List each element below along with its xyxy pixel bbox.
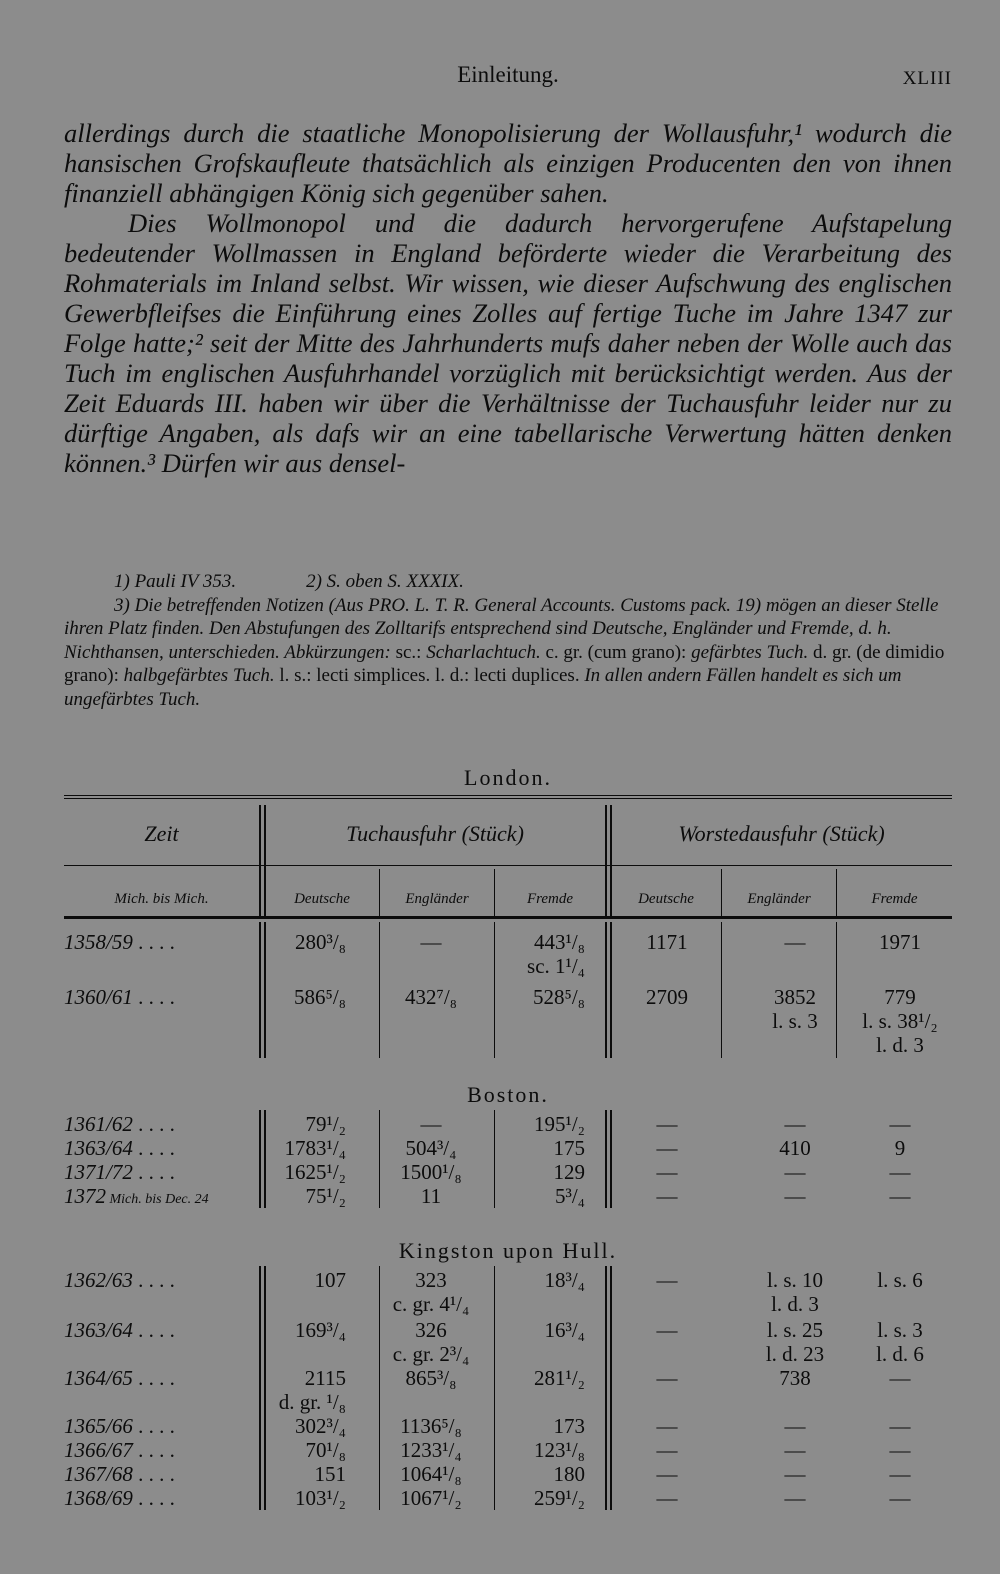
cell-e1-b: c. gr. 4¹/₄ [392,1292,470,1316]
cell-d1: 75¹/₂ [305,1184,346,1208]
cell-f1: 281¹/₂ [534,1366,585,1390]
table-row [64,1136,952,1160]
cell-f2: 779 [884,985,916,1009]
cell-e2: l. s. 10 [766,1268,823,1292]
cell-f2: — [889,1486,911,1510]
paragraph-1: allerdings durch die staatliche Monopolisierung der Wollausfuhr,¹ wodurch die hansischen Grofskaufleute thatsächlich als einzigen Producenten den von ihnen finanziell abhängigen König sich gegenüber sahen. [64,118,952,208]
leader-dots: . . . . [132,1414,175,1438]
header-col-divider [259,805,261,919]
abbr-cgr-meaning: gefärbtes Tuch. [691,641,809,663]
cell-zeit-value: 1368/69 [64,1486,133,1510]
cell-f2: l. s. 6 [877,1268,923,1292]
table-row [64,1160,952,1184]
cell-d2: 2709 [646,985,688,1009]
table-row [64,1438,952,1462]
page-title: Einleitung. [457,62,559,87]
cell-d1: 1783¹/₄ [284,1136,346,1160]
cell-f1: 175 [553,1136,585,1160]
header-worstedausfuhr: Worstedausfuhr (Stück) [678,821,885,846]
cell-e1: 1067¹/₂ [400,1486,462,1510]
cell-e1: 865³/₈ [405,1366,457,1390]
cell-d2: — [656,1462,678,1486]
abbr-sc: sc.: [395,641,422,663]
cell-d2: — [656,1184,678,1208]
cell-d1: 169³/₄ [295,1318,346,1342]
cell-e2: — [784,1462,806,1486]
leader-dots: . . . . [132,1160,175,1184]
leader-dots: . . . . [132,1318,175,1342]
cell-zeit-value: 1364/65 [64,1366,133,1390]
cell-f1: 173 [553,1414,585,1438]
header-englaender: Engländer [747,891,811,907]
abbr-sc-meaning: Scharlachtuch. [426,641,541,663]
cell-e1: 323 [415,1268,447,1292]
header-deutsche: Deutsche [638,891,694,907]
leader-dots: . . . . [132,1112,175,1136]
table-row [64,1414,952,1438]
cell-zeit-value: 1358/59 [64,930,133,954]
cell-zeit [64,1160,175,1185]
cell-e2: 410 [779,1136,811,1160]
leader-dots: . . . . [132,1462,175,1486]
cell-f2: l. s. 3 [877,1318,923,1342]
cell-f2: — [889,1438,911,1462]
footnote-line-1 [64,570,952,594]
cell-f2: — [889,1462,911,1486]
footnotes [64,570,952,711]
cell-d1: 79¹/₂ [305,1112,346,1136]
cell-zeit-value: 1365/66 [64,1414,133,1438]
footnote-3-closing: In allen andern Fällen handelt es sich um ungefärbtes Tuch. [64,665,902,710]
cell-d2: — [656,1414,678,1438]
header-englaender: Engländer [405,891,469,907]
leader-dots: . . . . [132,1486,175,1510]
cell-zeit-extra: Mich. bis Dec. 24 [106,1192,209,1207]
cell-f2-c: l. d. 3 [876,1033,924,1057]
cell-d2: — [656,1366,678,1390]
abbr-cgr: c. gr. (cum grano): [545,641,687,663]
cell-e1: 11 [420,1184,442,1208]
cell-f2: 1971 [879,930,921,954]
cell-zeit [64,1414,175,1439]
cell-f1: 16³/₄ [544,1318,585,1342]
cell-e1: 1500¹/₈ [400,1160,462,1184]
city-heading-london: London. [464,765,552,790]
cell-zeit [64,1366,175,1391]
cell-f1: 180 [553,1462,585,1486]
cell-d2: — [656,1486,678,1510]
table-row [64,1184,952,1208]
cell-e2-b: l. s. 3 [772,1009,818,1033]
cell-d2: 1171 [646,930,688,954]
cell-zeit-value: 1363/64 [64,1136,133,1160]
header-tuchausfuhr: Tuchausfuhr (Stück) [346,821,524,846]
cell-e2: — [784,1160,806,1184]
cell-e2: — [784,930,806,954]
cell-f1: 443¹/₈ [534,930,585,954]
cell-zeit [64,1184,209,1209]
cell-zeit-value: 1360/61 [64,985,133,1009]
cell-d1: 2115 [304,1366,346,1390]
cell-d1: 151 [314,1462,346,1486]
cell-e1-b: c. gr. 2³/₄ [392,1342,470,1366]
cell-e1: — [420,930,442,954]
cell-f1: 195¹/₂ [534,1112,585,1136]
table-header [64,795,952,923]
header-deutsche: Deutsche [294,891,350,907]
body-text [64,118,952,478]
abbr-dgr: d. gr. (de dimidio grano): [64,641,945,686]
cell-d2: — [656,1438,678,1462]
table-row [64,1366,952,1414]
cell-e1: 432⁷/₈ [405,985,457,1009]
abbr-dgr-meaning: halbgefärbtes Tuch. [123,665,275,686]
footnote-3-text: 3) Die betreffenden Notizen (Aus PRO. L. T. R. General Accounts. Customs pack. 19) mögen an dieser Stelle ihren Platz finden. Den Abstufungen des Zolltarifs entsprechend sind Deutsche, Engländer und Fremde, d. h. Nichthansen, unterschieden. Abkürzungen: [64,594,939,663]
cell-e2: — [784,1112,806,1136]
table-row [64,1462,952,1486]
header-col-divider [605,805,607,919]
cell-zeit-value: 1366/67 [64,1438,133,1462]
cell-zeit-value: 1367/68 [64,1462,133,1486]
cell-zeit-value: 1372 [64,1184,106,1208]
cell-d2: — [656,1112,678,1136]
header-fremde: Fremde [871,891,918,907]
cell-zeit [64,1318,175,1343]
header-divider [64,865,952,866]
leader-dots: . . . . [132,1136,175,1160]
cell-f1: 5³/₄ [555,1184,585,1208]
paragraph-2: Dies Wollmonopol und die dadurch hervorgerufene Aufstapelung bedeutender Wollmassen in England beförderte wieder die Verarbeitung des Rohmaterials im Inland selbst. Wir wissen, wie dieser Aufschwung des englischen Gewerbfleifses die Einführung eines Zolles auf fertige Tuche im Jahre 1347 zur Folge hatte;² seit der Mitte des Jahrhunderts mufs daher neben der Wolle auch das Tuch im englischen Ausfuhrhandel vorzüglich mit berücksichtigt werden. Aus der Zeit Eduards III. haben wir über die Verhältnisse der Tuchausfuhr leider nur zu dürftige Angaben, als dafs wir an eine tabellarische Verwertung hätten denken können.³ Dürfen wir aus densel- [64,208,952,478]
cell-e2: l. s. 25 [766,1318,823,1342]
cell-zeit [64,1486,175,1511]
table-row [64,1268,952,1316]
cell-f1: 123¹/₈ [534,1438,585,1462]
cell-e1: 1136⁵/₈ [400,1414,462,1438]
page-header [64,62,952,96]
page-number: XLIII [902,68,952,89]
cell-zeit-value: 1362/63 [64,1268,133,1292]
cell-e2: — [784,1486,806,1510]
leader-dots: . . . . [132,1268,175,1292]
cell-zeit [64,1112,175,1137]
cell-zeit [64,930,175,955]
cell-zeit [64,1438,175,1463]
cell-zeit-value: 1361/62 [64,1112,133,1136]
cell-f1: 259¹/₂ [534,1486,585,1510]
city-heading-hull: Kingston upon Hull. [398,1238,618,1263]
cell-f2: — [889,1366,911,1390]
cell-zeit [64,1462,175,1487]
cell-f2: — [889,1112,911,1136]
header-fremde: Fremde [526,891,574,907]
table-row [64,930,952,978]
leader-dots: . . . . [132,1438,175,1462]
cell-f1: 129 [553,1160,585,1184]
cell-f1: 18³/₄ [544,1268,585,1292]
cell-e2: — [784,1438,806,1462]
table-row [64,1112,952,1136]
leader-dots: . . . . [132,930,175,954]
cell-e2-b: l. d. 23 [765,1342,825,1366]
header-mich: Mich. bis Mich. [114,891,209,907]
cell-f1: 528⁵/₈ [533,985,585,1009]
table-row [64,985,952,1057]
cell-f2-b: l. d. 6 [876,1342,924,1366]
cell-e1: 1233¹/₄ [400,1438,462,1462]
table-row [64,1318,952,1366]
cell-e1: 326 [415,1318,447,1342]
cell-e2: 738 [779,1366,811,1390]
cell-e1: 504³/₄ [405,1136,457,1160]
cell-d1: 107 [314,1268,346,1292]
cell-f2-b: l. s. 38¹/₂ [862,1009,938,1033]
table-row [64,1486,952,1510]
cell-d2: — [656,1160,678,1184]
leader-dots: . . . . [132,985,175,1009]
cell-f1-b: sc. 1¹/₄ [527,954,585,978]
cell-f2: 9 [894,1136,906,1160]
cell-d1: 302³/₄ [295,1414,346,1438]
header-zeit: Zeit [144,821,179,846]
cell-e1: 1064¹/₈ [400,1462,462,1486]
footnote-1: 1) Pauli IV 353. [114,571,237,592]
cell-d1: 70¹/₈ [305,1438,346,1462]
cell-zeit [64,1136,175,1161]
cell-f2: — [889,1414,911,1438]
cell-e2: — [784,1184,806,1208]
header-bottom-rule [64,916,952,919]
cell-zeit-value: 1363/64 [64,1318,133,1342]
cell-d1: 1625¹/₂ [284,1160,346,1184]
cell-e2: 3852 [774,985,816,1009]
cell-e2-b: l. d. 3 [771,1292,819,1316]
cell-d2: — [656,1136,678,1160]
leader-dots: . . . . [132,1366,175,1390]
cell-f2: — [889,1160,911,1184]
abbr-ls-ld: l. s.: lecti simplices. l. d.: lecti duplices. [279,665,580,686]
cell-zeit [64,985,175,1010]
cell-d1-b: d. gr. ¹/₈ [278,1390,346,1414]
cell-d1: 280³/₈ [295,930,346,954]
cell-d1: 103¹/₂ [295,1486,346,1510]
cell-e1: — [420,1112,442,1136]
footnote-2: 2) S. oben S. XXXIX. [306,571,464,592]
cell-d2: — [656,1318,678,1342]
cell-f2: — [889,1184,911,1208]
footnote-3 [64,594,952,712]
cell-e2: — [784,1414,806,1438]
cell-d1: 586⁵/₈ [294,985,346,1009]
cell-zeit [64,1268,175,1293]
city-heading-boston: Boston. [467,1082,549,1107]
cell-zeit-value: 1371/72 [64,1160,133,1184]
cell-d2: — [656,1268,678,1292]
